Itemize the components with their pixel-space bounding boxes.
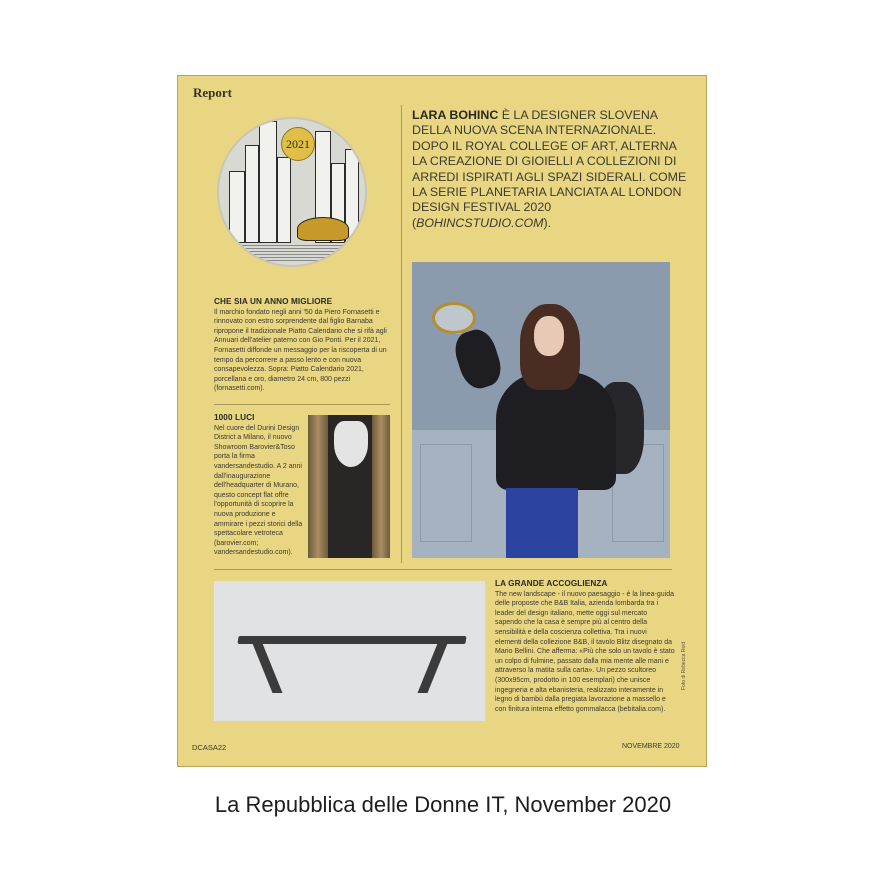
wall-panel (420, 444, 472, 542)
showroom-photo (308, 415, 390, 558)
plate-text-band (231, 245, 353, 261)
blurb-title: 1000 LUCI (214, 413, 255, 422)
magazine-page (177, 75, 707, 767)
figure-arm (450, 325, 506, 393)
lead-text: È LA DESIGNER SLOVENA DELLA NUOVA SCENA INTERNAZIONALE. DOPO IL ROYAL COLLEGE OF ART, ALTERNA LA CREAZIONE DI GIOIELLI A COLLEZIONI DI ARREDI ISPIRATI AGLI SPAZI SIDERALI. COME LA SERIE PLANETARIA LANCIATA AL LONDON DESIGN FESTIVAL 2020 ( (412, 108, 687, 230)
blurb-anno-migliore (214, 297, 394, 394)
lead-end: ). (543, 215, 552, 230)
photo-credit: Foto di Rebecca Reid (681, 641, 687, 690)
plate-building (229, 171, 245, 243)
divider (214, 404, 390, 405)
blurb-text: Il marchio fondato negli anni '50 da Piero Fornasetti e rinnovato con estro sorprendente dal figlio Barnaba ripropone il tradizionale Piatto Calendario che si rifà agli Annuari dell'atelier paterno con Gio Ponti. Per il 2021, Fornasetti diffonde un messaggio per la riscoperta di un tempo da percorrere a passo lento e con nuova consapevolezza. Sopra: Piatto Calendario 2021, porcellana e oro, diametro 24 cm, 800 pezzi (fornasetti.com). (214, 308, 387, 393)
lead-paragraph (412, 108, 692, 231)
figure-pants (506, 488, 578, 558)
lead-name: LARA BOHINC (412, 108, 499, 122)
footer-issue-date: NOVEMBRE 2020 (622, 743, 680, 750)
blurb-title: LA GRANDE ACCOGLIENZA (495, 579, 608, 588)
table-top (237, 636, 466, 644)
section-label: Report (193, 85, 232, 100)
designer-portrait-photo (412, 262, 670, 558)
table-leg (417, 641, 448, 693)
blurb-title: CHE SIA UN ANNO MIGLIORE (214, 297, 333, 306)
plate-building (259, 121, 277, 243)
chandelier (334, 421, 368, 467)
blurb-grande-accoglienza (495, 579, 675, 714)
image-caption: La Repubblica delle Donne IT, November 2020 (214, 792, 672, 817)
blurb-1000-luci (214, 413, 304, 558)
plate-building (245, 145, 259, 243)
blurb-text: Nel cuore del Durini Design District a Milano, il nuovo Showroom Barovier&Toso porta la firma vandersandestudio. A 2 anni dall'inaugurazione dell'headquarter di Murano, questo concept flat offre l'opportunità di scoprire la nuova produzione e ammirare i pezzi storici della spettacolare vetroteca (barovier.com; vandersandestudio.com). (214, 424, 303, 557)
blurb-text: The new landscape - il nuovo paesaggio - è la linea-guida delle proposte che B&B Italia, azienda lombarda tra i leader del design italiano, mette oggi sul mercato sapendo che la casa è sempre più al centro della sensibilità e della coscienza collettiva. Tra i nuovi elementi della collezione B&B, il tavolo Blitz disegnato da Mario Bellini. Che afferma: «Più che solo un tavolo è stato un colpo di fulmine, passato dalla mia mente alle mani e attraverso la matita sulla carta». Un pezzo scultoreo (300x95cm, prodotto in 100 esemplari) che unisce ingegneria e alta ebanisteria, realizzato interamente in legno di bambù dalla pregiata lavorazione a massello e con finitura interna effetto gommalacca (bebitalia.com). (495, 590, 675, 713)
planetaria-mirror (432, 302, 476, 334)
table-leg (251, 641, 282, 693)
footer-page-number: DCASA22 (192, 743, 227, 752)
column-divider (401, 105, 402, 563)
figure-face (534, 316, 564, 356)
plate-year-badge: 2021 (281, 127, 315, 161)
curtain (308, 415, 328, 558)
turtle-illustration (297, 217, 349, 241)
calendar-plate-photo (217, 117, 367, 267)
lead-url: BOHINCSTUDIO.COM (416, 215, 544, 230)
curtain (372, 415, 390, 558)
blitz-table-photo (214, 581, 485, 721)
plate-building (277, 157, 291, 243)
divider (214, 569, 672, 570)
